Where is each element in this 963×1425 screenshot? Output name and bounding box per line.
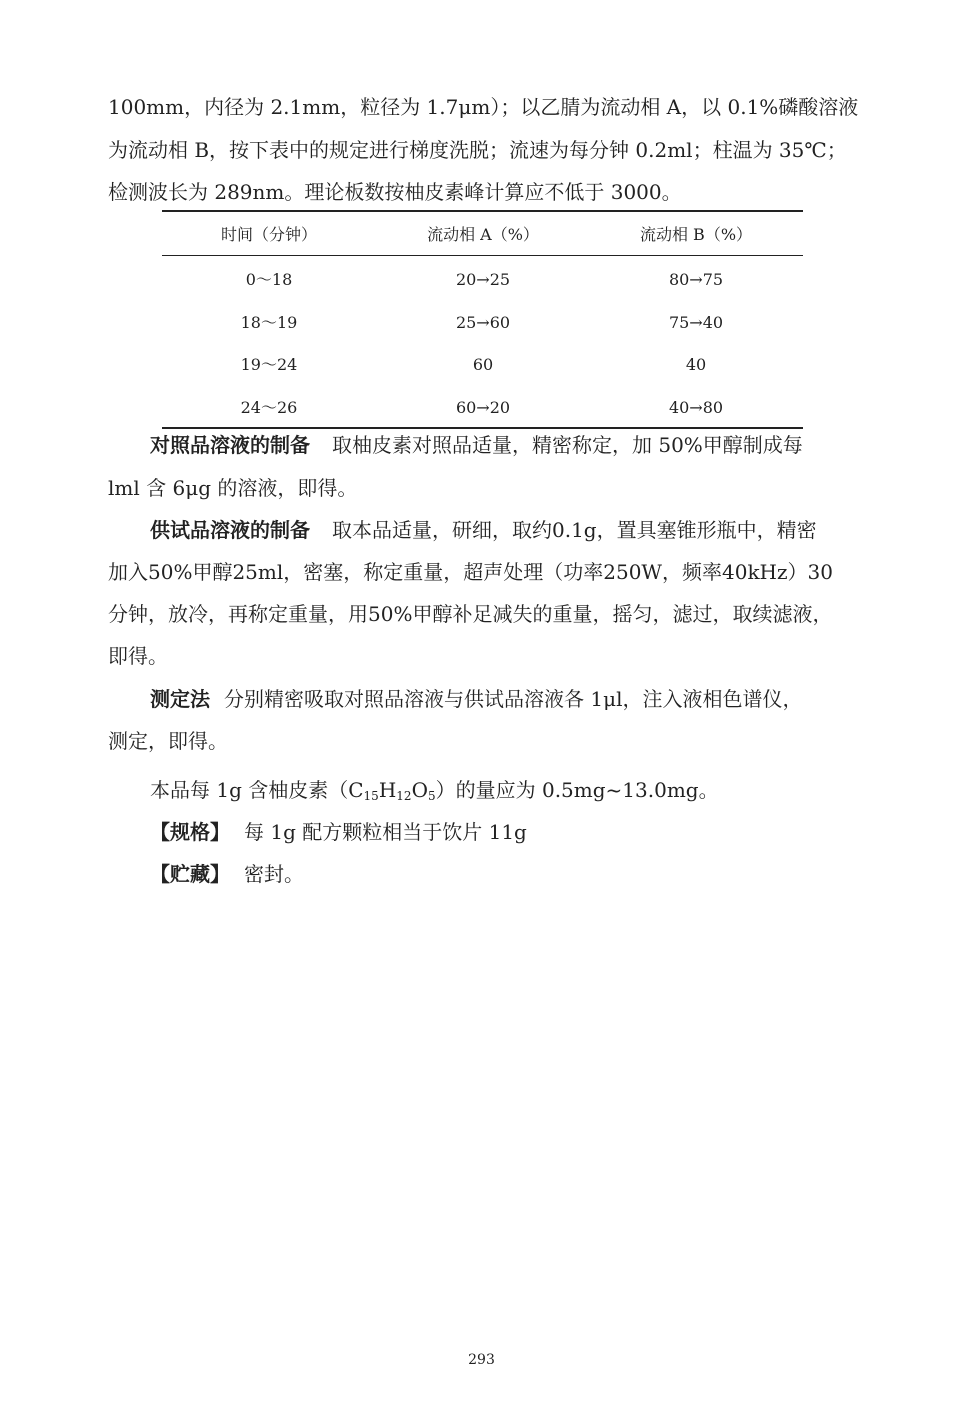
body-text: O (411, 778, 428, 802)
table-header-time: 时间（分钟） (220, 225, 317, 244)
body-text: H (378, 778, 397, 802)
body-text-line: 分钟，放冷，再称定重量，用50%甲醇补足减失的重量，摇匀，滤过，取续滤液， (108, 602, 833, 626)
section-heading: 【贮藏】 (150, 862, 230, 886)
body-text: 取柚皮素对照品适量，精密称定，加 50%甲醇制成每 (332, 433, 803, 457)
body-text-line: 测定，即得。 (108, 729, 228, 753)
gradient-table (162, 210, 803, 430)
specification-line (150, 819, 900, 845)
section-heading: 测定法 (150, 687, 210, 711)
body-text-line: 即得。 (108, 644, 168, 668)
ref-solution-line (150, 432, 900, 458)
table-cell: 60 (472, 355, 494, 374)
table-header-phase-b: 流动相 B（%） (639, 225, 753, 244)
table-cell: 20→25 (455, 270, 511, 289)
body-text-line: 检测波长为 289nm。理论板数按柚皮素峰计算应不低于 3000。 (108, 180, 682, 204)
section-heading: 【规格】 (150, 820, 230, 844)
page-number: 293 (468, 1352, 495, 1368)
table-cell: 40 (685, 355, 707, 374)
body-text-line: 加入50%甲醇25ml，密塞，称定重量，超声处理（功率250W，频率40kHz）30 (108, 560, 833, 584)
subscript: 5 (427, 789, 436, 803)
table-cell: 24～26 (240, 398, 298, 417)
table-cell: 40→80 (668, 398, 724, 417)
table-top-rule (162, 210, 803, 212)
body-text: 每 1g 配方颗粒相当于饮片 11g (244, 820, 527, 844)
table-cell: 18～19 (240, 313, 298, 332)
method-line (150, 686, 900, 712)
body-text-line: lml 含 6μg 的溶液，即得。 (108, 476, 358, 500)
table-header-rule (162, 255, 803, 256)
body-text: 本品每 1g 含柚皮素（C (150, 778, 364, 802)
table-cell: 60→20 (455, 398, 511, 417)
subscript: 12 (396, 789, 412, 803)
section-heading: 对照品溶液的制备 (150, 433, 310, 457)
table-cell: 80→75 (668, 270, 724, 289)
table-cell: 0～18 (245, 270, 293, 289)
subscript: 15 (363, 789, 379, 803)
section-heading: 供试品溶液的制备 (150, 518, 310, 542)
table-cell: 19～24 (240, 355, 298, 374)
test-solution-line (150, 517, 900, 543)
table-cell: 25→60 (455, 313, 511, 332)
body-text-line: 100mm，内径为 2.1mm，粒径为 1.7μm）；以乙腈为流动相 A，以 0.1%磷酸溶液 (108, 95, 859, 119)
content-requirement-line (150, 777, 900, 803)
body-text-line: 为流动相 B，按下表中的规定进行梯度洗脱；流速为每分钟 0.2ml；柱温为 35℃； (108, 138, 847, 162)
body-text: 取本品适量，研细，取约0.1g，置具塞锥形瓶中，精密 (332, 518, 817, 542)
body-text: 分别精密吸取对照品溶液与供试品溶液各 1μl，注入液相色谱仪， (224, 687, 803, 711)
body-text: 密封。 (244, 862, 304, 886)
table-bottom-rule (162, 427, 803, 429)
storage-line (150, 861, 900, 887)
table-cell: 75→40 (668, 313, 724, 332)
table-header-phase-a: 流动相 A（%） (427, 225, 539, 244)
body-text: ）的量应为 0.5mg~13.0mg。 (435, 778, 719, 802)
